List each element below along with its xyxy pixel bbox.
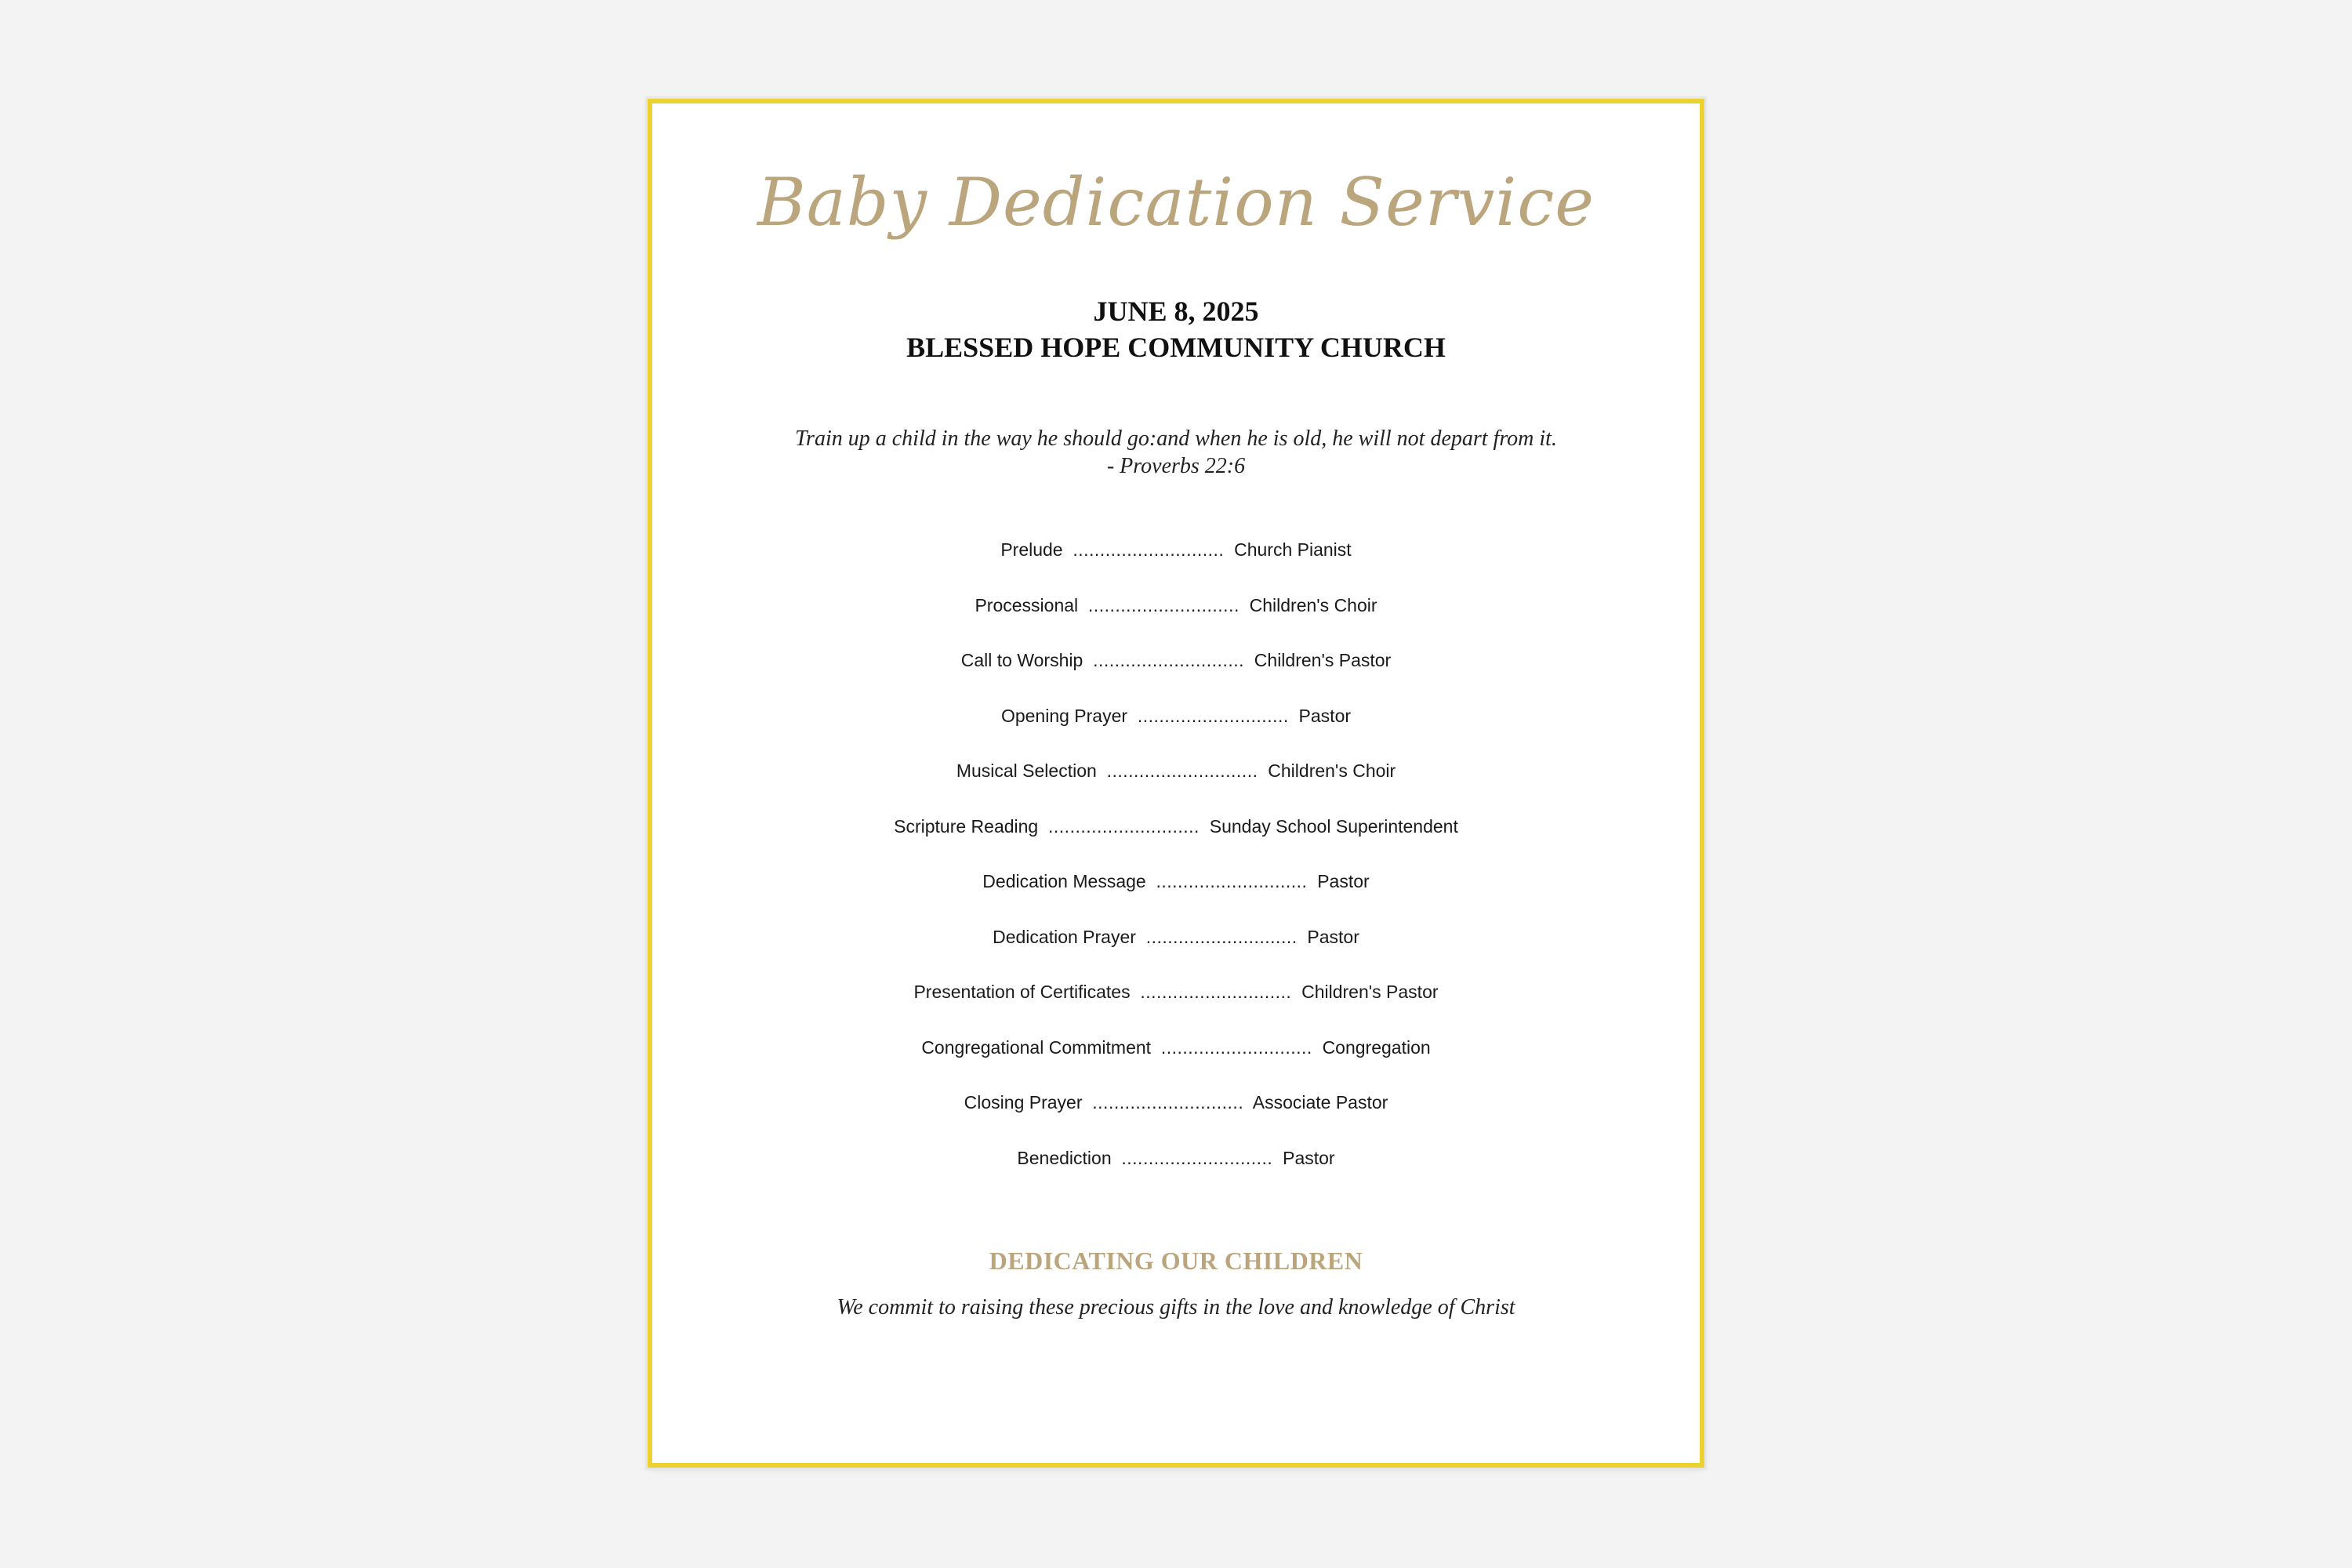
program-item xyxy=(652,1092,1700,1148)
leader-dots: ............................ xyxy=(1106,760,1258,781)
program-item xyxy=(652,650,1700,706)
leader-dots: ............................ xyxy=(1160,1036,1312,1058)
scripture-reference: - Proverbs 22:6 xyxy=(1106,454,1246,478)
program-item-leader: Sunday School Superintendent xyxy=(1209,815,1458,837)
program-item-name: Opening Prayer xyxy=(1000,705,1128,726)
order-of-service xyxy=(652,539,1700,1203)
leader-dots: ............................ xyxy=(1145,926,1298,947)
program-item xyxy=(652,706,1700,761)
program-item-name: Prelude xyxy=(1000,539,1063,560)
leader-dots: ............................ xyxy=(1087,594,1240,615)
leader-dots: ............................ xyxy=(1093,650,1245,670)
program-item-leader: Pastor xyxy=(1298,705,1352,726)
leader-dots: ............................ xyxy=(1048,815,1200,837)
program-item-name: Processional xyxy=(975,594,1079,615)
leader-dots: ............................ xyxy=(1156,871,1308,891)
program-item xyxy=(652,1037,1700,1093)
program-item-name: Congregational Commitment xyxy=(921,1036,1152,1058)
program-item-leader: Children's Choir xyxy=(1249,594,1377,615)
leader-dots: ............................ xyxy=(1092,1092,1244,1112)
church-name: BLESSED HOPE COMMUNITY CHURCH xyxy=(906,332,1446,363)
program-item-leader: Associate Pastor xyxy=(1252,1092,1388,1112)
closing-heading: DEDICATING OUR CHILDREN xyxy=(989,1247,1363,1275)
program-item-leader: Pastor xyxy=(1307,926,1359,947)
program-item xyxy=(652,595,1700,651)
program-item-leader: Children's Pastor xyxy=(1254,650,1392,670)
program-item-leader: Pastor xyxy=(1283,1147,1335,1168)
program-item xyxy=(652,816,1700,872)
program-item-name: Closing Prayer xyxy=(964,1092,1083,1112)
program-item-name: Benediction xyxy=(1017,1147,1112,1168)
program-item xyxy=(652,539,1700,595)
leader-dots: ............................ xyxy=(1121,1147,1273,1168)
program-item-leader: Children's Pastor xyxy=(1301,982,1439,1002)
program-item-name: Scripture Reading xyxy=(894,815,1039,837)
program-item xyxy=(652,982,1700,1037)
program-item-name: Call to Worship xyxy=(960,650,1083,670)
program-page xyxy=(648,99,1704,1468)
service-title: Baby Dedication Service xyxy=(757,164,1595,241)
leader-dots: ............................ xyxy=(1073,539,1225,560)
program-item-name: Dedication Prayer xyxy=(993,926,1136,947)
program-item-name: Musical Selection xyxy=(956,760,1097,781)
scripture-verse: Train up a child in the way he should go:and when he is old, he will not depart from it. xyxy=(795,426,1557,451)
closing-statement: We commit to raising these precious gifts in the love and knowledge of Christ xyxy=(837,1295,1515,1319)
program-item-leader: Congregation xyxy=(1322,1036,1431,1058)
program-item xyxy=(652,927,1700,982)
program-item-leader: Children's Choir xyxy=(1268,760,1396,781)
program-item xyxy=(652,871,1700,927)
program-item-leader: Pastor xyxy=(1317,871,1370,891)
program-item-name: Dedication Message xyxy=(982,871,1146,891)
leader-dots: ............................ xyxy=(1137,705,1289,726)
program-item-name: Presentation of Certificates xyxy=(913,982,1131,1002)
leader-dots: ............................ xyxy=(1140,982,1292,1002)
program-item xyxy=(652,1148,1700,1203)
service-date: JUNE 8, 2025 xyxy=(1093,296,1259,327)
program-item-leader: Church Pianist xyxy=(1234,539,1352,560)
program-item xyxy=(652,760,1700,816)
